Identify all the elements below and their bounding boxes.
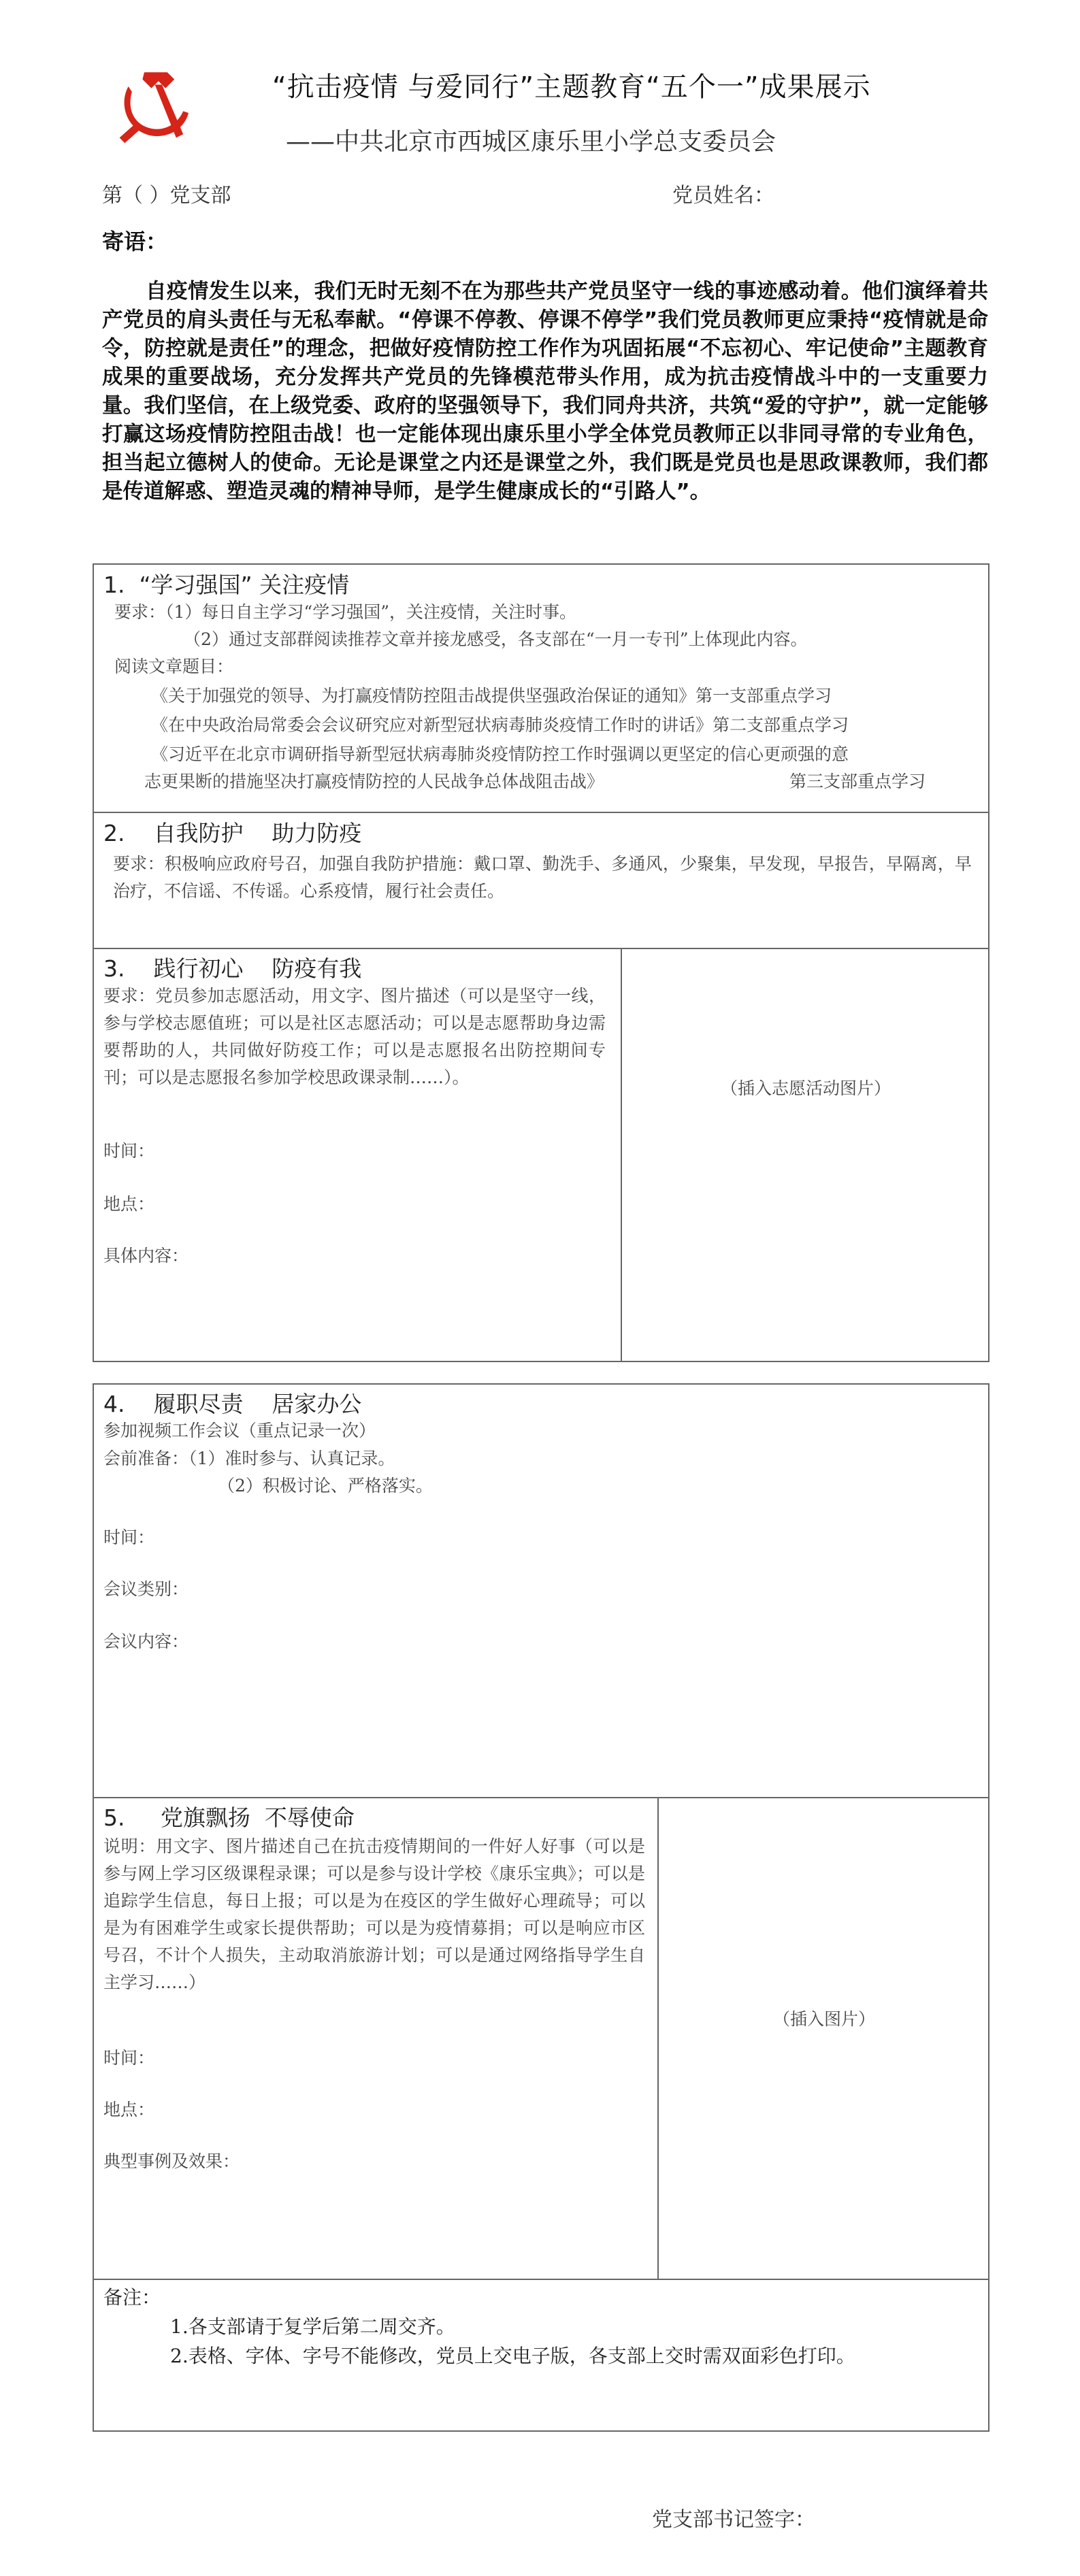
page-title: “抗击疫情 与爱同行”主题教育“五个一”成果展示 xyxy=(272,71,871,103)
section1-article-3-cont: 志更果断的措施坚决打赢疫情防控的人民战争总体战阻击战》 xyxy=(144,772,604,791)
section2-requirement: 要求：积极响应政府号召，加强自我防护措施：戴口罩、勤洗手、多通风，少聚集，早发现，早报告，早隔离，早治疗，不信谣、不传谣。心系疫情，履行社会责任。 xyxy=(113,854,972,901)
section3-requirement: 要求：党员参加志愿活动，用文字、图片描述（可以是坚守一线，参与学校志愿值班；可以是社区志愿活动；可以是志愿帮助身边需要帮助的人，共同做好防疫工作；可以是志愿报名出防控期间专刊；可以是志愿报名参加学校思政课录制……）。 xyxy=(103,986,606,1087)
greeting-title: 寄语： xyxy=(102,229,168,254)
section2-title: 2. 自我防护 助力防疫 xyxy=(103,820,362,846)
section1-article-1: 《关于加强党的领导、为打赢疫情防控阻击战提供坚强政治保证的通知》第一支部重点学习 xyxy=(151,686,832,706)
divider-section5-columns xyxy=(657,1797,659,2279)
section1-requirement-2: （2）通过支部群阅读推荐文章并接龙感受，各支部在“一月一专刊”上体现此内容。 xyxy=(184,629,808,649)
section1-reading-label: 阅读文章题目： xyxy=(114,657,234,676)
section1-title: 1. “学习强国” 关注疫情 xyxy=(103,572,350,598)
section1-article-3-branch: 第三支部重点学习 xyxy=(789,772,926,791)
divider-2-3 xyxy=(93,948,989,949)
section5-title: 5. 党旗飘扬 不辱使命 xyxy=(103,1804,355,1831)
divider-1-2 xyxy=(93,812,989,813)
member-name-label: 党员姓名： xyxy=(672,184,774,208)
secretary-signature-label: 党支部书记签字： xyxy=(652,2508,815,2532)
section4-line-3: （2）积极讨论、严格落实。 xyxy=(218,1476,433,1496)
section4-time-label: 时间： xyxy=(103,1528,155,1547)
section4-content-label: 会议内容： xyxy=(103,1632,189,1651)
section5-time-label: 时间： xyxy=(103,2048,155,2068)
section4-type-label: 会议类别： xyxy=(103,1579,189,1599)
notes-title: 备注： xyxy=(103,2286,161,2309)
section5-place-label: 地点： xyxy=(103,2100,155,2119)
section3-time-label: 时间： xyxy=(103,1141,155,1161)
section4-line-2: 会前准备：（1）准时参与、认真记录。 xyxy=(103,1449,395,1468)
notes-item-2: 2.表格、字体、字号不能修改，党员上交电子版，各支部上交时需双面彩色打印。 xyxy=(170,2345,855,2367)
section3-title: 3. 践行初心 防疫有我 xyxy=(103,955,362,982)
section1-article-2: 《在中央政治局常委会会议研究应对新型冠状病毒肺炎疫情工作时的讲话》第二支部重点学习 xyxy=(151,715,849,735)
divider-section3-columns xyxy=(621,948,622,1362)
section1-requirement-1: 要求：（1）每日自主学习“学习强国”，关注疫情，关注时事。 xyxy=(114,602,576,622)
branch-label: 第（ ）党支部 xyxy=(102,184,231,208)
section5-photo-placeholder: （插入图片） xyxy=(772,2009,875,2029)
notes-item-1: 1.各支部请于复学后第二周交齐。 xyxy=(170,2315,455,2338)
party-emblem-icon xyxy=(109,60,197,148)
page-subtitle: ——中共北京市西城区康乐里小学总支委员会 xyxy=(286,128,776,156)
greeting-body: 自疫情发生以来，我们无时无刻不在为那些共产党员坚守一线的事迹感动着。他们演绎着共产党员的肩头责任与无私奉献。“停课不停教、停课不停学”我们党员教师更应秉持“疫情就是命令，防控就是责任”的理念，把做好疫情防控工作作为巩固拓展“不忘初心、牢记使命”主题教育成果的重要战场，充分发挥共产党员的先锋模范带头作用，成为抗击疫情战斗中的一支重要力量。我们坚信，在上级党委、政府的坚强领导下，我们同舟共济，共筑“爱的守护”，就一定能够打赢这场疫情防控阻击战！也一定能体现出康乐里小学全体党员教师正以非同寻常的专业角色，担当起立德树人的使命。无论是课堂之内还是课堂之外，我们既是党员也是思政课教师，我们都是传道解惑、塑造灵魂的精神导师，是学生健康成长的“引路人”。 xyxy=(102,280,988,503)
section5-example-label: 典型事例及效果： xyxy=(103,2151,240,2171)
section4-line-1: 参加视频工作会议（重点记录一次） xyxy=(103,1421,376,1440)
section1-article-3: 《习近平在北京市调研指导新型冠状病毒肺炎疫情防控工作时强调以更坚定的信心更顽强的意 xyxy=(151,744,849,764)
section5-description: 说明：用文字、图片描述自己在抗击疫情期间的一件好人好事（可以是参与网上学习区级课程录课；可以是参与设计学校《康乐宝典》；可以是追踪学生信息，每日上报；可以是为在疫区的学生做好心理疏导；可以是为有困难学生或家长提供帮助；可以是为疫情募捐；可以是响应市区号召，不计个人损失，主动取消旅游计划；可以是通过网络指导学生自主学习……） xyxy=(103,1836,645,1992)
divider-5-notes xyxy=(93,2279,989,2280)
section3-content-label: 具体内容： xyxy=(103,1246,189,1266)
section3-photo-placeholder: （插入志愿活动图片） xyxy=(720,1078,891,1098)
section3-place-label: 地点： xyxy=(103,1194,155,1214)
section4-title: 4. 履职尽责 居家办公 xyxy=(103,1391,362,1417)
divider-4-5 xyxy=(93,1797,989,1798)
